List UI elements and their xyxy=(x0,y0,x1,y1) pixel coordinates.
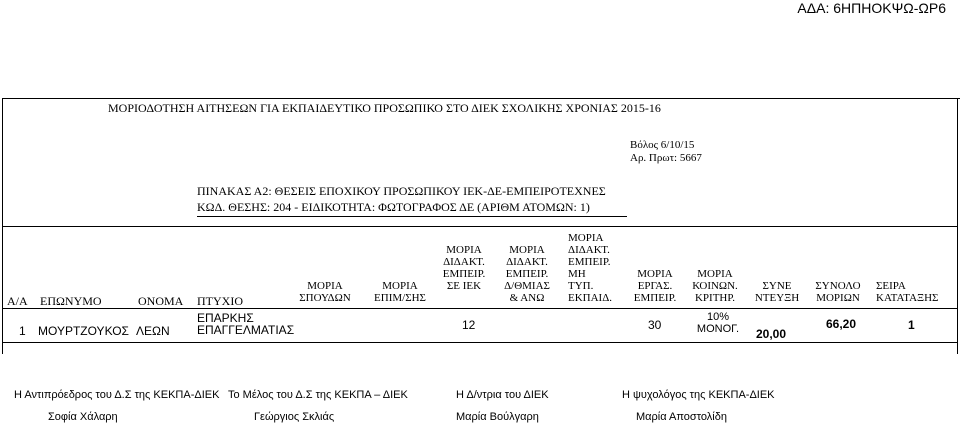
row-name: ΛΕΩΝ xyxy=(136,324,170,338)
signature-name-1: Σοφία Χάλαρη xyxy=(48,411,118,423)
document-code: ΑΔΑ: 6ΗΠΗΟΚΨΩ-ΩΡ6 xyxy=(797,0,946,16)
signature-name-3: Μαρία Βούλγαρη xyxy=(456,411,539,423)
row-rank: 1 xyxy=(908,318,915,332)
date-line: Βόλος 6/10/15 xyxy=(630,139,695,151)
col-degree: ΠΤΥΧΙΟ xyxy=(197,294,243,308)
row-surname: ΜΟΥΡΤΖΟΥΚΟΣ xyxy=(38,324,129,338)
col-secondary-teaching-points: ΜΟΡΙΑ ΔΙΔΑΚΤ. ΕΜΠΕΙΡ. Δ/ΘΜΙΑΣ & ΑΝΩ xyxy=(504,244,550,304)
col-iek-teaching-points: ΜΟΡΙΑ ΔΙΔΑΚΤ. ΕΜΠΕΙΡ. ΣΕ ΙΕΚ xyxy=(442,244,486,292)
col-aa: Α/Α xyxy=(7,294,28,308)
row-interview: 20,00 xyxy=(756,327,787,341)
row-degree: ΕΠΑΡΚΗΣ ΕΠΑΓΓΕΛΜΑΤΙΑΣ xyxy=(197,311,295,337)
row-iek-points: 12 xyxy=(462,318,476,332)
table-title: ΠΙΝΑΚΑΣ Α2: ΘΕΣΕΙΣ ΕΠΟΧΙΚΟΥ ΠΡΟΣΩΠΙΚΟΥ ΙΕΚ-ΔΕ-ΕΜΠΕΙΡΟΤΕΧΝΕΣ xyxy=(197,184,606,198)
row-bottom-line xyxy=(2,342,958,343)
signature-name-4: Μαρία Αποστολίδη xyxy=(636,411,727,423)
col-nonformal-teaching-points: ΜΟΡΙΑ ΔΙΔΑΚΤ. ΕΜΠΕΙΡ. ΜΗ ΤΥΠ. ΕΚΠΑΙΔ. xyxy=(568,232,613,304)
col-ranking: ΣΕΙΡΑ ΚΑΤΑΤΑΞΗΣ xyxy=(876,280,939,304)
table-top-line-left xyxy=(2,226,958,227)
top-border xyxy=(2,98,960,99)
row-work-points: 30 xyxy=(648,318,662,332)
signature-role-1: Η Αντιπρόεδρος του Δ.Σ της ΚΕΚΠΑ-ΔΙΕΚ xyxy=(14,389,220,401)
col-study-points: ΜΟΡΙΑ ΣΠΟΥΔΩΝ xyxy=(299,280,351,304)
col-training-points: ΜΟΡΙΑ ΕΠΙΜ/ΣΗΣ xyxy=(374,280,426,304)
signature-role-4: Η ψυχολόγος της ΚΕΚΠΑ-ΔΙΕΚ xyxy=(622,389,775,401)
protocol-number: Αρ. Πρωτ: 5667 xyxy=(630,152,702,164)
col-social-criteria-points: ΜΟΡΙΑ ΚΟΙΝΩΝ. ΚΡΙΤΗΡ. xyxy=(692,268,738,304)
col-work-experience-points: ΜΟΡΙΑ ΕΡΓΑΣ. ΕΜΠΕΙΡ. xyxy=(633,268,677,304)
col-name: ΟΝΟΜΑ xyxy=(138,294,184,308)
position-code: ΚΩΔ. ΘΕΣΗΣ: 204 - ΕΙΔΙΚΟΤΗΤΑ: ΦΩΤΟΓΡΑΦΟΣ ΔΕ (ΑΡΙΘΜ ΑΤΟΜΩΝ: 1) xyxy=(197,200,590,214)
signature-name-2: Γεώργιος Σκλιάς xyxy=(254,411,335,423)
row-total: 66,20 xyxy=(826,317,857,331)
col-surname: ΕΠΩΝΥΜΟ xyxy=(40,294,102,308)
document-title: ΜΟΡΙΟΔΟΤΗΣΗ ΑΙΤΗΣΕΩΝ ΓΙΑ ΕΚΠΑΙΔΕΥΤΙΚΟ ΠΡΟΣΩΠΙΚΟ ΣΤΟ ΔΙΕΚ ΣΧΟΛΙΚΗΣ ΧΡΟΝΙΑΣ 2015-16 xyxy=(108,101,661,115)
row-aa: 1 xyxy=(19,324,26,338)
signature-role-3: Η Δ/ντρια του ΔΙΕΚ xyxy=(456,389,549,401)
signature-role-2: Το Μέλος του Δ.Σ της ΚΕΚΠΑ – ΔΙΕΚ xyxy=(228,389,408,401)
row-social-points: 10% ΜΟΝΟΓ. xyxy=(696,311,740,335)
col-total-points: ΣΥΝΟΛΟ ΜΟΡΙΩΝ xyxy=(815,280,861,304)
table-top-line xyxy=(197,216,627,217)
col-interview: ΣΥΝΕ ΝΤΕΥΞΗ xyxy=(754,280,800,304)
